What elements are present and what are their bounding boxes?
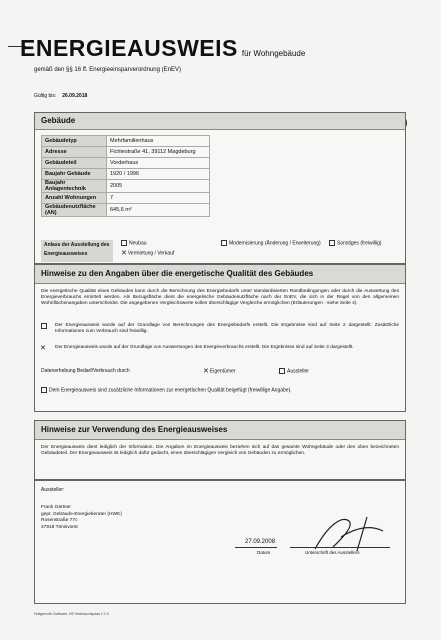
checked-x-icon: ✕ (121, 250, 127, 257)
row-label: Baujahr Gebäude (42, 169, 107, 180)
building-section-title: Gebäude (35, 113, 405, 130)
date-label: Datum (257, 550, 271, 555)
issuer-line: 47918 Tönisvorst (41, 524, 78, 530)
table-row (42, 147, 210, 158)
row-label: Anzahl Wohnungen (42, 193, 107, 204)
table-row (42, 180, 210, 193)
hints-option-verbrauch[interactable] (55, 345, 399, 351)
row-value: 645,6 m² (107, 204, 210, 217)
issuer-section (34, 480, 406, 604)
issuer-address (41, 505, 122, 531)
issue-date: 27.09.2008 (245, 539, 276, 545)
row-label: Baujahr Anlagentechnik (42, 180, 107, 193)
building-section (34, 112, 406, 264)
issuer-line: gepr. Gebäude-Energieberater (HWK) (41, 511, 122, 517)
option-verbrauch-text: Der Energieausweis wurde auf der Grundlage von Auswertungen des Energieverbrauchs erstellt. Die Ergebnisse sind auf Seite 3 dargestellt. (55, 345, 354, 350)
row-value: Vorderhaus (107, 158, 210, 169)
usage-section (34, 420, 406, 480)
collection-owner[interactable] (203, 367, 235, 375)
checkbox-icon (121, 240, 127, 246)
valid-date: 26.09.2018 (62, 93, 88, 99)
occasion-modernisierung[interactable] (221, 240, 331, 246)
occasion-vermietung-label: Vermietung / Verkauf (127, 250, 175, 257)
owner-label: Eigentümer (209, 368, 236, 375)
checkbox-verbrauch[interactable] (40, 344, 47, 352)
checkbox-icon (329, 240, 335, 246)
issuer-option-label: Aussteller (287, 368, 309, 375)
row-value: Mehrfamilienhaus (107, 136, 210, 147)
row-label: Gebäudetyp (42, 136, 107, 147)
table-row (42, 204, 210, 217)
occasion-sonstiges[interactable] (329, 240, 381, 246)
document-title (20, 36, 305, 66)
data-collection-label: Datenerhebung Bedarf/Verbrauch durch (41, 368, 130, 374)
title-main: ENERGIEAUSWEIS (20, 35, 238, 61)
occasion-neubau-label: Neubau (129, 240, 147, 247)
additional-info-label: Dem Energieausweis sind zusätzliche Informationen zur energetischen Qualität beigefügt (freiwillige Angabe). (49, 387, 292, 394)
hints-paragraph: Die energetische Qualität eines Gebäudes kann durch die Berechnung des Energiebedarfs unter standardisierten Randbedingungen oder durch die Auswertung des Energieverbrauchs ermittelt werden. Als Bezugsfläche dient die energetische Gebäudenutzfläche nach der EnEV, die sich in der Regel von den allgemeinen Wohnflächenangaben unterscheidet. Die angegebenen Vergleichswerte sollen überschlägige Vergleiche ermöglichen (Erläuterungen - siehe Seite 4). (41, 289, 399, 306)
occasion-sonstiges-label: Sonstiges (freiwillig) (337, 240, 382, 247)
checkbox-icon (221, 240, 227, 246)
valid-label: Gültig bis: (34, 93, 57, 99)
building-table (41, 135, 210, 217)
row-label: Adresse (42, 147, 107, 158)
hints-section (34, 264, 406, 412)
signature-label: Unterschrift des Ausstellers (305, 550, 360, 555)
checked-x-icon: ✕ (40, 345, 46, 352)
additional-info[interactable] (41, 387, 292, 393)
row-value: 2005 (107, 180, 210, 193)
table-row (42, 136, 210, 147)
checkbox-icon (41, 323, 47, 329)
row-value: 1920 / 1996 (107, 169, 210, 180)
hints-title: Hinweise zu den Angaben über die energetische Qualität des Gebäudes (35, 265, 405, 284)
table-row (42, 193, 210, 204)
table-row (42, 169, 210, 180)
checkbox-icon (41, 387, 47, 393)
occasion-modernisierung-label: Modernisierung (Änderung / Erweiterung) (229, 240, 321, 247)
software-footer: Hottgenroth Software, HS Verbrauchspass 2.1.0 (34, 612, 109, 616)
occasion-neubau[interactable] (121, 240, 147, 246)
hints-option-bedarf[interactable] (55, 323, 399, 335)
issuer-line: Rosenstraße 77c (41, 518, 78, 523)
row-label: Gebäudenutzfläche (AN) (42, 204, 107, 217)
usage-title: Hinweise zur Verwendung des Energieausweises (35, 421, 405, 440)
collection-issuer[interactable] (279, 368, 309, 374)
row-value: Fichtestraße 41, 39112 Magdeburg (107, 147, 210, 158)
row-label: Gebäudeteil (42, 158, 107, 169)
occasion-vermietung[interactable] (121, 249, 174, 257)
date-line (235, 547, 277, 548)
row-value: 7 (107, 193, 210, 204)
issuer-line: Frank Gärtner (41, 505, 71, 510)
signature-line (290, 547, 390, 548)
occasion-label: Anlass der Ausstellung des Energieausweises (41, 240, 113, 262)
option-bedarf-text: Der Energieausweis wurde auf der Grundlage von Berechnungen des Energiebedarfs erstellt. Die Ergebnisse sind auf Seite 2 dargestellt. Zusätzliche Informationen zum Verbrauch sind freiwillig. (55, 323, 399, 334)
table-row (42, 158, 210, 169)
checked-x-icon: ✕ (203, 368, 209, 375)
checkbox-icon (279, 368, 285, 374)
checkbox-bedarf[interactable] (41, 323, 49, 329)
issuer-label: Aussteller: (41, 487, 65, 493)
legal-basis: gemäß den §§ 16 ff. Energieeinsparverordnung (EnEV) (34, 67, 181, 73)
title-subtitle: für Wohngebäude (241, 49, 306, 58)
validity (34, 93, 87, 99)
usage-paragraph: Der Energieausweis dient lediglich der Information. Die Angaben im Energieausweis beziehen sich auf das gesamte Wohngebäude oder den oben bezeichneten Gebäudeteil. Der Energieausweis ist lediglich dafür gedacht, einen überschlägigen Vergleich von Gebäuden zu ermöglichen. (41, 445, 399, 456)
